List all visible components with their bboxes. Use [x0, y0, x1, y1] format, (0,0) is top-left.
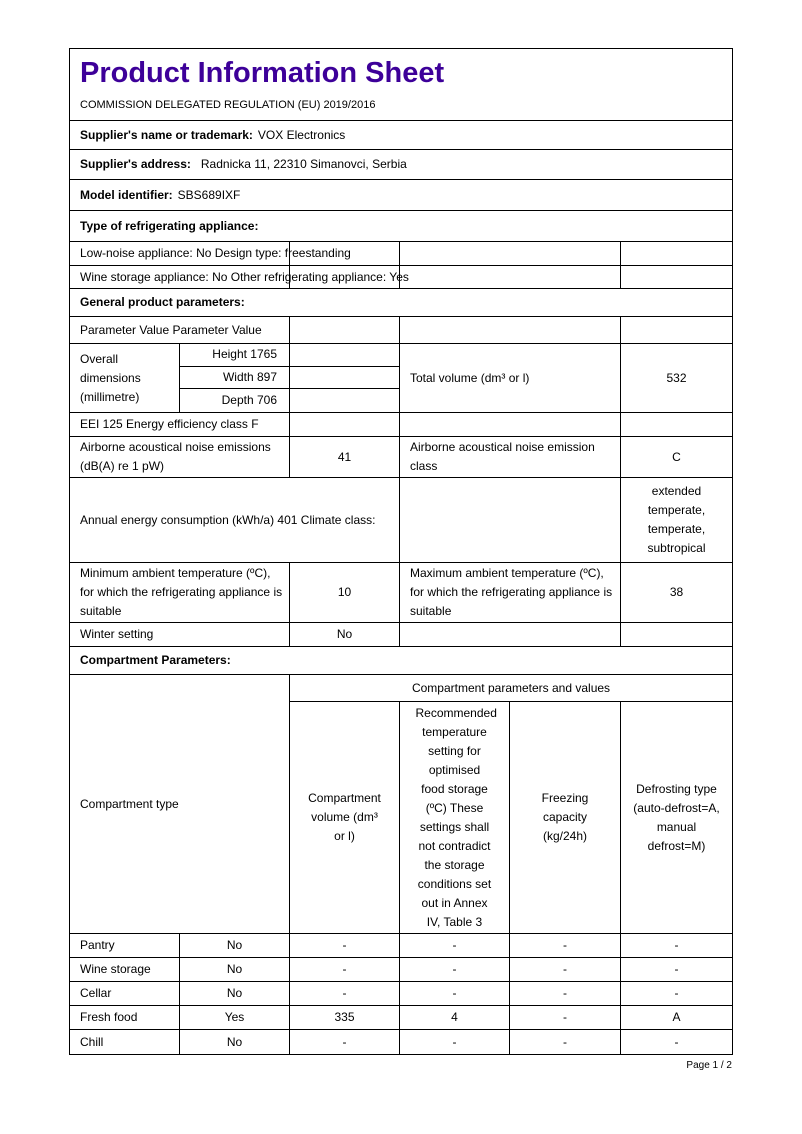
- max-temp-label: Maximum ambient temperature (ºC), for which the refrigerating appliance is suitable: [400, 563, 621, 622]
- noise-row: [70, 437, 732, 478]
- low-noise-cell: [70, 242, 351, 265]
- compartment-subheaders: [290, 702, 732, 933]
- page-number: Page 1 / 2: [686, 1060, 732, 1071]
- compartment-table-header: [70, 675, 732, 934]
- table-row-cellar: [70, 982, 732, 1006]
- table-row-chill: [70, 1030, 732, 1054]
- row-type: Fresh food: [70, 1006, 180, 1029]
- row-volume: -: [290, 958, 400, 981]
- param-header-empty-1: [290, 317, 400, 343]
- row-freezing: -: [510, 934, 621, 957]
- energy-text: Annual energy consumption (kWh/a) 401 Climate class:: [80, 512, 376, 527]
- model-identifier-row: [70, 180, 732, 211]
- row-freezing: -: [510, 1006, 621, 1029]
- row-temp: -: [400, 958, 510, 981]
- wine-storage-row: [70, 266, 732, 289]
- eei-cell: [70, 413, 290, 436]
- wine-storage-empty-3: [621, 266, 732, 288]
- low-noise-empty-3: [621, 242, 732, 265]
- row-freezing: -: [510, 958, 621, 981]
- width-subrow: [180, 367, 400, 390]
- row-defrost: -: [674, 962, 679, 976]
- total-volume-label: Total volume (dm³ or l): [400, 344, 621, 412]
- height-cell: Height 1765: [180, 344, 290, 366]
- model-identifier-label: Model identifier:: [80, 187, 173, 202]
- row-present: No: [180, 982, 290, 1005]
- energy-row: [70, 478, 732, 563]
- low-noise-empty-2: [400, 242, 621, 265]
- depth-empty: [290, 389, 400, 412]
- page-title: Product Information Sheet: [80, 57, 445, 89]
- table-row-pantry: [70, 934, 732, 958]
- row-present: No: [180, 1030, 290, 1054]
- row-defrost: -: [674, 1034, 679, 1049]
- type-header-row: [70, 211, 732, 242]
- winter-setting-value: No: [290, 623, 400, 646]
- min-temp-value: 10: [290, 563, 400, 622]
- winter-setting-label: Winter setting: [70, 623, 290, 646]
- min-temp-label: Minimum ambient temperature (ºC), for which the refrigerating appliance is suitable: [70, 563, 290, 622]
- row-temp: -: [400, 1030, 510, 1054]
- dimensions-stack: [180, 344, 400, 412]
- row-temp: -: [400, 982, 510, 1005]
- row-volume: 335: [290, 1006, 400, 1029]
- row-temp: 4: [400, 1006, 510, 1029]
- row-defrost: -: [674, 986, 679, 1000]
- dimensions-row: [70, 344, 732, 413]
- col-temp-header-cell: [400, 702, 510, 933]
- energy-cell: [70, 478, 400, 562]
- height-empty: [290, 344, 400, 366]
- col-freezing-header-cell: [510, 702, 621, 933]
- winter-empty-1: [400, 623, 621, 646]
- row-present: Yes: [180, 1006, 290, 1029]
- width-cell: Width 897: [180, 367, 290, 389]
- depth-cell: Depth 706: [180, 389, 290, 412]
- product-information-sheet: [69, 48, 733, 1055]
- general-header-row: [70, 289, 732, 317]
- col-temp-header: Recommended temperature setting for optimised food storage (ºC) These settings shall not contradict the storage conditions set out in Annex IV, Table 3: [415, 705, 497, 929]
- row-type: Pantry: [70, 934, 180, 957]
- width-empty: [290, 367, 400, 389]
- wine-storage-cell: [70, 266, 409, 288]
- row-defrost: A: [672, 1010, 681, 1024]
- dimensions-label: Overall dimensions (millimetre): [70, 344, 180, 412]
- supplier-address-cell: [70, 150, 732, 179]
- title-block: [70, 49, 732, 121]
- regulation-subtitle: COMMISSION DELEGATED REGULATION (EU) 2019/2016: [80, 99, 376, 111]
- col-volume-header: Compartment volume (dm³ or l): [308, 791, 381, 843]
- noise-label: Airborne acoustical noise emissions (dB(A) re 1 pW): [70, 437, 290, 477]
- supplier-name-row: [70, 121, 732, 150]
- model-identifier-cell: [70, 180, 732, 210]
- general-header: General product parameters:: [80, 295, 245, 309]
- energy-empty: [400, 478, 621, 562]
- eei-empty-2: [400, 413, 621, 436]
- supplier-name-cell: [70, 121, 732, 149]
- supplier-address-value: Radnicka 11, 22310 Simanovci, Serbia: [200, 157, 407, 171]
- wine-storage-text: Wine storage appliance: No Other refrigerating appliance: Yes: [80, 269, 409, 284]
- eei-text: EEI 125 Energy efficiency class F: [80, 417, 259, 431]
- row-present: No: [180, 958, 290, 981]
- winter-empty-2: [621, 623, 732, 646]
- row-type: Chill: [70, 1030, 180, 1054]
- param-value-header-row: [70, 317, 732, 344]
- noise-class-value: C: [672, 449, 681, 464]
- param-header-empty-3: [621, 317, 732, 343]
- row-freezing: -: [510, 982, 621, 1005]
- compartment-header: Compartment Parameters:: [80, 653, 231, 667]
- compartment-type-header: Compartment type: [70, 675, 290, 933]
- supplier-address-row: [70, 150, 732, 180]
- compartment-table-title: Compartment parameters and values: [290, 675, 732, 702]
- compartment-header-row: [70, 647, 732, 675]
- wine-storage-empty-2: [400, 266, 621, 288]
- eei-empty-1: [290, 413, 400, 436]
- model-identifier-value: SBS689IXF: [177, 187, 241, 202]
- max-temp-value: 38: [669, 585, 684, 599]
- title-wrap: [70, 49, 454, 120]
- row-volume: -: [290, 934, 400, 957]
- row-volume: -: [290, 1030, 400, 1054]
- row-type: Wine storage: [70, 958, 180, 981]
- row-type: Cellar: [70, 982, 180, 1005]
- supplier-name-value: VOX Electronics: [257, 127, 346, 142]
- eei-empty-3: [621, 413, 732, 436]
- low-noise-row: [70, 242, 732, 266]
- col-defrost-header-cell: [621, 702, 732, 933]
- low-noise-text: Low-noise appliance: No Design type: freestanding: [80, 246, 351, 260]
- col-defrost-header: Defrosting type (auto-defrost=A, manual defrost=M): [633, 781, 720, 853]
- type-header: Type of refrigerating appliance:: [80, 218, 259, 233]
- height-subrow: [180, 344, 400, 367]
- row-volume: -: [290, 982, 400, 1005]
- col-freezing-header: Freezing capacity (kg/24h): [541, 791, 589, 843]
- param-header-empty-2: [400, 317, 621, 343]
- param-value-header-text: Parameter Value Parameter Value: [80, 322, 262, 337]
- eei-row: [70, 413, 732, 437]
- noise-class-label: Airborne acoustical noise emission class: [400, 437, 621, 477]
- table-row-fresh-food: [70, 1006, 732, 1030]
- wine-storage-empty-1: [290, 266, 400, 288]
- param-value-header-cell: [70, 317, 290, 343]
- total-volume-value: 532: [666, 370, 687, 385]
- table-row-wine-storage: [70, 958, 732, 982]
- row-present: No: [180, 934, 290, 957]
- col-volume-header-cell: [290, 702, 400, 933]
- noise-value: 41: [290, 437, 400, 477]
- row-defrost: -: [674, 938, 679, 952]
- row-temp: -: [400, 934, 510, 957]
- climate-value-cell: [621, 478, 732, 562]
- winter-setting-row: [70, 623, 732, 647]
- supplier-name-label: Supplier's name or trademark:: [80, 127, 253, 142]
- depth-subrow: [180, 389, 400, 412]
- low-noise-empty-1: [290, 242, 400, 265]
- ambient-temp-row: [70, 563, 732, 623]
- compartment-header-stack: [290, 675, 732, 933]
- row-freezing: -: [510, 1030, 621, 1054]
- climate-value: extended temperate, temperate, subtropical: [647, 484, 706, 555]
- supplier-address-label: Supplier's address:: [80, 157, 191, 171]
